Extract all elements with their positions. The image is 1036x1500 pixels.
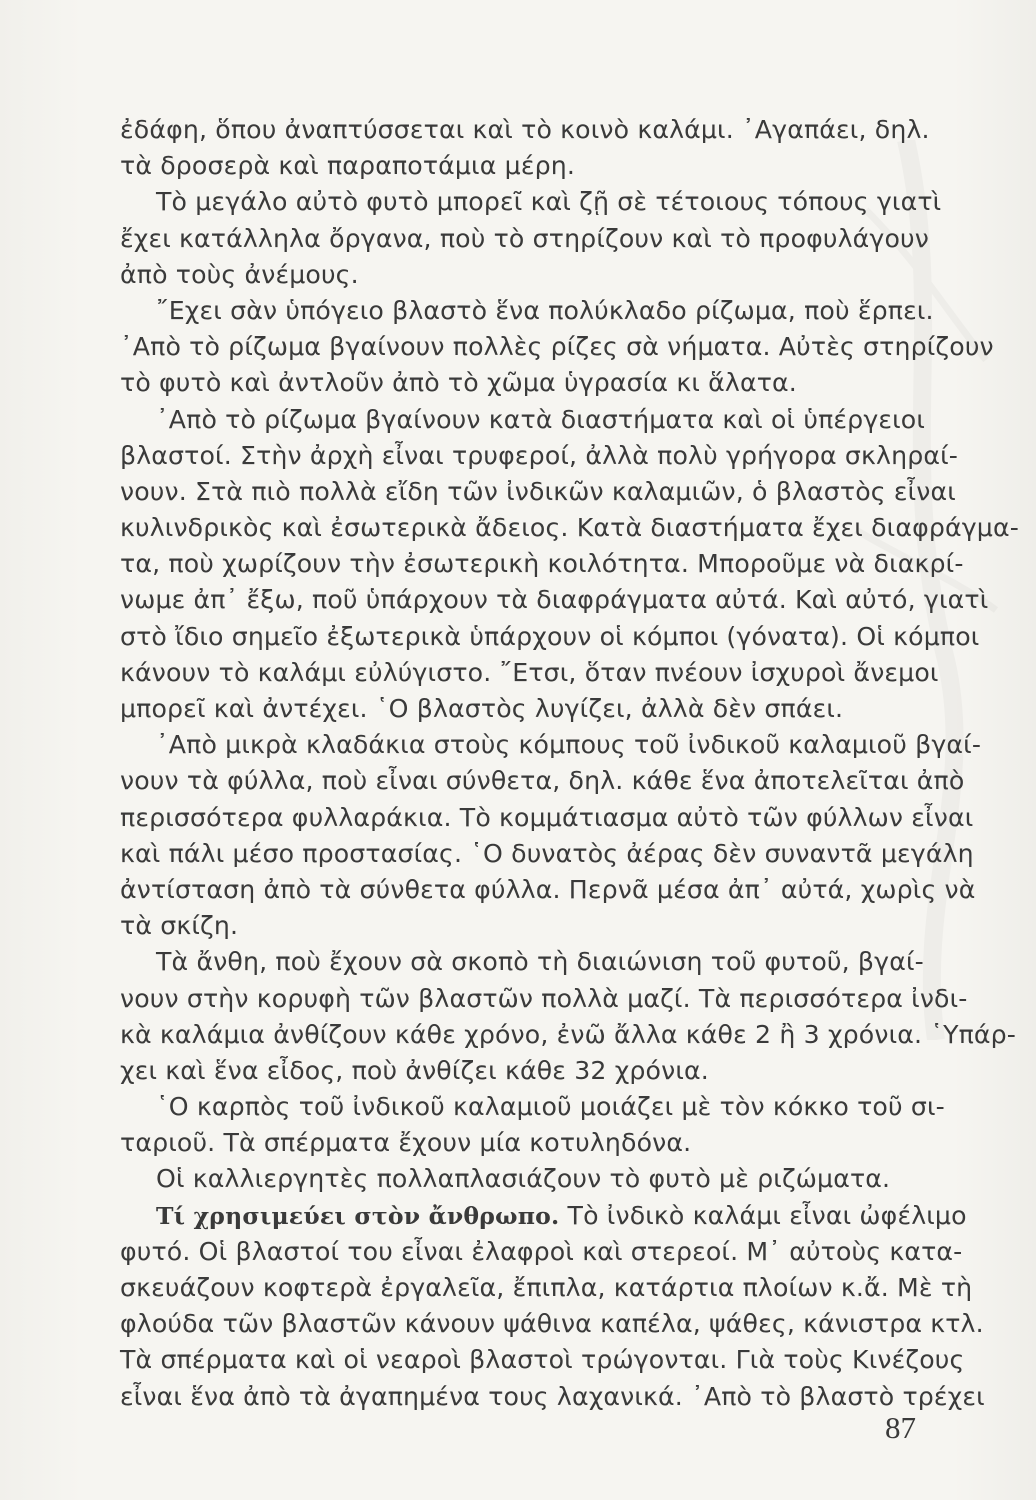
text-line-8: τὸ φυτὸ καὶ ἀντλοῦν ἀπὸ τὸ χῶμα ὑγρασία κι ἅλατα.	[120, 368, 797, 398]
text-line-22: ἀντίσταση ἀπὸ τὰ σύνθετα φύλλα. Περνᾶ μέσα ἀπ᾿ αὐτά, χωρὶς νὰ	[120, 874, 976, 904]
text-line-17: μπορεῖ καὶ ἀντέχει. ῾Ο βλαστὸς λυγίζει, ἀλλὰ δὲν σπάει.	[120, 694, 844, 723]
text-line-23: τὰ σκίζη.	[120, 911, 239, 941]
text-line-25: νουν στὴν κορυφὴ τῶν βλαστῶν πολλὰ μαζί. Τὰ περισσότερα ἰνδι-	[120, 983, 968, 1013]
text-line-18: ᾿Απὸ μικρὰ κλαδάκια στοὺς κόμπους τοῦ ἰνδικοῦ καλαμιοῦ βγαί-	[156, 730, 982, 760]
text-line-27: χει καὶ ἕνα εἶδος, ποὺ ἀνθίζει κάθε 32 χρόνια.	[120, 1055, 709, 1085]
text-line-5: ἀπὸ τοὺς ἀνέμους.	[120, 259, 359, 289]
text-line-32: φυτό. Οἱ βλαστοί του εἶναι ἐλαφροὶ καὶ στερεοί. Μ᾿ αὐτοὺς κατα-	[120, 1236, 963, 1266]
text-line-30: Οἱ καλλιεργητὲς πολλαπλασιάζουν τὸ φυτὸ μὲ ριζώματα.	[156, 1164, 891, 1194]
text-line-29: ταριοῦ. Τὰ σπέρματα ἔχουν μία κοτυληδόνα.	[120, 1128, 692, 1158]
text-line-35: Τὰ σπέρματα καὶ οἱ νεαροὶ βλαστοὶ τρώγονται. Γιὰ τοὺς Κινέζους	[120, 1345, 965, 1375]
text-line-20: περισσότερα φυλλαράκια. Τὸ κομμάτιασμα αὐτὸ τῶν φύλλων εἶναι	[120, 802, 974, 832]
text-line-33: σκευάζουν κοφτερὰ ἐργαλεῖα, ἔπιπλα, κατάρτια πλοίων κ.ἄ. Μὲ τὴ	[120, 1273, 973, 1302]
text-line-28: ῾Ο καρπὸς τοῦ ἰνδικοῦ καλαμιοῦ μοιάζει μὲ τὸν κόκκο τοῦ σι-	[156, 1092, 945, 1122]
text-line-15: στὸ ἴδιο σημεῖο ἐξωτερικὰ ὑπάρχουν οἱ κόμποι (γόνατα). Οἱ κόμποι	[120, 621, 980, 651]
text-line-7: ᾿Απὸ τὸ ρίζωμα βγαίνουν πολλὲς ρίζες σὰ νήματα. Αὐτὲς στηρίζουν	[120, 332, 994, 362]
text-line-26: κὰ καλάμια ἀνθίζουν κάθε χρόνο, ἐνῶ ἄλλα κάθε 2 ἢ 3 χρόνια. ῾Υπάρ-	[120, 1019, 1017, 1049]
text-line-10: βλαστοί. Στὴν ἀρχὴ εἶναι τρυφεροί, ἀλλὰ πολὺ γρήγορα σκληραί-	[120, 440, 959, 470]
text-line-12: κυλινδρικὸς καὶ ἐσωτερικὰ ἄδειος. Κατὰ διαστήματα ἔχει διαφράγμα-	[120, 513, 1019, 543]
main-text	[120, 112, 1019, 1412]
section-heading-continuation: Τὸ ἰνδικὸ καλάμι εἶναι ὠφέλιμο	[567, 1200, 967, 1230]
text-line-11: νουν. Στὰ πιὸ πολλὰ εἴδη τῶν ἰνδικῶν καλαμιῶν, ὁ βλαστὸς εἶναι	[120, 476, 956, 506]
text-line-24: Τὰ ἄνθη, ποὺ ἔχουν σὰ σκοπὸ τὴ διαιώνιση τοῦ φυτοῦ, βγαί-	[156, 947, 924, 977]
section-heading: Τί χρησιμεύει στὸν ἄνθρωπο.	[156, 1201, 560, 1230]
text-line-34: φλούδα τῶν βλαστῶν κάνουν ψάθινα καπέλα, ψάθες, κάνιστρα κτλ.	[120, 1309, 984, 1339]
text-line-6: ῎Εχει σὰν ὑπόγειο βλαστὸ ἕνα πολύκλαδο ρίζωμα, ποὺ ἕρπει.	[156, 295, 934, 325]
text-line-16: κάνουν τὸ καλάμι εὐλύγιστο. ῎Ετσι, ὅταν πνέουν ἰσχυροὶ ἄνεμοι	[120, 657, 939, 687]
text-line-2: τὰ δροσερὰ καὶ παραποτάμια μέρη.	[120, 151, 575, 181]
text-line-1: ἐδάφη, ὅπου ἀναπτύσσεται καὶ τὸ κοινὸ καλάμι. ᾿Αγαπάει, δηλ.	[120, 115, 930, 144]
text-line-9: ᾿Απὸ τὸ ρίζωμα βγαίνουν κατὰ διαστήματα καὶ οἱ ὑπέργειοι	[156, 404, 926, 434]
text-line-21: καὶ πάλι μέσο προστασίας. ῾Ο δυνατὸς ἀέρας δὲν συναντᾶ μεγάλη	[120, 838, 974, 868]
text-line-14: νωμε ἀπ᾿ ἔξω, ποῦ ὑπάρχουν τὰ διαφράγματα αὐτά. Καὶ αὐτό, γιατὶ	[120, 585, 989, 615]
text-line-36: εἶναι ἕνα ἀπὸ τὰ ἀγαπημένα τους λαχανικά. ᾿Απὸ τὸ βλαστὸ τρέχει	[120, 1381, 985, 1411]
text-line-19: νουν τὰ φύλλα, ποὺ εἶναι σύνθετα, δηλ. κάθε ἕνα ἀποτελεῖται ἀπὸ	[120, 766, 965, 796]
page-number: 87	[885, 1410, 916, 1445]
text-line-13: τα, ποὺ χωρίζουν τὴν ἐσωτερικὴ κοιλότητα. Μποροῦμε νὰ διακρί-	[120, 549, 964, 579]
text-line-3: Τὸ μεγάλο αὐτὸ φυτὸ μπορεῖ καὶ ζῇ σὲ τέτοιους τόπους γιατὶ	[156, 187, 942, 217]
text-line-4: ἔχει κατάλληλα ὄργανα, ποὺ τὸ στηρίζουν καὶ τὸ προφυλάγουν	[120, 223, 929, 253]
text-line-31	[120, 1198, 967, 1234]
